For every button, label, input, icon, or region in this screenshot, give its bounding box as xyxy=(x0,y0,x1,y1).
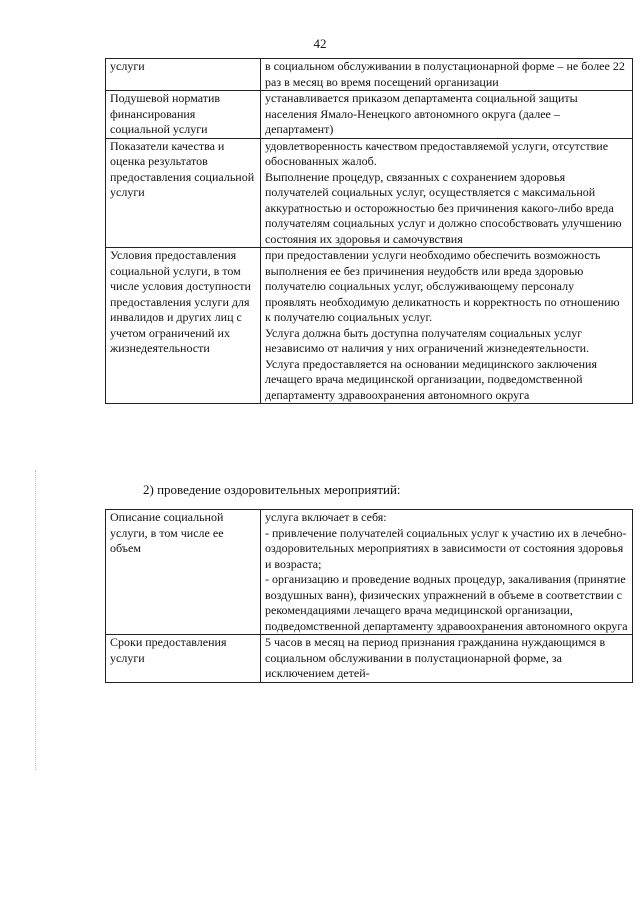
row-label: Подушевой норматив финансирования социальной услуги xyxy=(106,91,261,139)
table-row xyxy=(106,59,633,91)
paragraph: - привлечение получателей социальных услуг к участию их в лечебно-оздоровительных мероприятиях в зависимости от состояния здоровья и возраста; xyxy=(265,525,627,571)
paragraph: при предоставлении услуги необходимо обеспечить возможность выполнения ее без причинения неудобств или вреда здоровью получателю социальных услуг, обслуживающему персоналу проявлять необходимую деликатность и корректность по отношению к получателю социальных услуг. xyxy=(265,248,620,324)
row-value xyxy=(261,635,633,683)
paragraph: удовлетворенность качеством предоставляемой услуги, отсутствие обоснованных жалоб. xyxy=(265,138,609,168)
scan-artifact-line xyxy=(35,470,37,770)
row-label: Сроки предоставления услуги xyxy=(106,635,261,683)
table-row xyxy=(106,138,633,248)
row-value xyxy=(261,91,633,139)
paragraph: Услуга должна быть доступна получателям социальных услуг независимо от наличия у них ограничений жизнедеятельности. xyxy=(265,325,590,355)
paragraph: услуга включает в себя: xyxy=(265,510,387,524)
page-number: 42 xyxy=(313,36,327,51)
row-label: Условия предоставления социальной услуги, в том числе условия доступности предоставления услуги для инвалидов и других лиц с учетом ограничений их жизнедеятельности xyxy=(106,248,261,404)
paragraph: устанавливается приказом департамента социальной защиты населения Ямало-Ненецкого автономного округа (далее – департамент) xyxy=(265,91,578,136)
table-row xyxy=(106,91,633,139)
row-value xyxy=(261,59,633,91)
service-table-2 xyxy=(105,509,633,683)
row-value xyxy=(261,138,633,248)
row-label: услуги xyxy=(106,59,261,91)
section-heading: 2) проведение оздоровительных мероприятий: xyxy=(143,482,401,497)
paragraph: - организацию и проведение водных процедур, закаливания (принятие воздушных ванн), физических упражнений в объеме в соответствии с рекомендациями лечащего врача медицинской организации, подведомственной департаменту здравоохранения автономного округа xyxy=(265,572,628,633)
paragraph: Услуга предоставляется на основании медицинского заключения лечащего врача медицинской организации, подведомственной департаменту здравоохранения автономного округа xyxy=(265,356,597,402)
paragraph: 5 часов в месяц на период признания гражданина нуждающимся в социальном обслуживании в полустационарной форме, за исключением детей- xyxy=(265,635,606,680)
row-label: Показатели качества и оценка результатов предоставления социальной услуги xyxy=(106,138,261,248)
paragraph: в социальном обслуживании в полустационарной форме – не более 22 раз в месяц во время посещений организации xyxy=(265,59,625,89)
row-label: Описание социальной услуги, в том числе ее объем xyxy=(106,510,261,635)
paragraph: Выполнение процедур, связанных с сохранением здоровья получателей социальных услуг, осуществляется с максимальной аккуратностью и осторожностью без причинения какого-либо вреда получателям социальных услуг и должно способствовать улучшению состояния их здоровья и самочувствия xyxy=(265,169,622,246)
row-value xyxy=(261,248,633,404)
service-table-1 xyxy=(105,58,633,404)
table-row xyxy=(106,635,633,683)
row-value xyxy=(261,510,633,635)
table-row xyxy=(106,248,633,404)
table-row xyxy=(106,510,633,635)
